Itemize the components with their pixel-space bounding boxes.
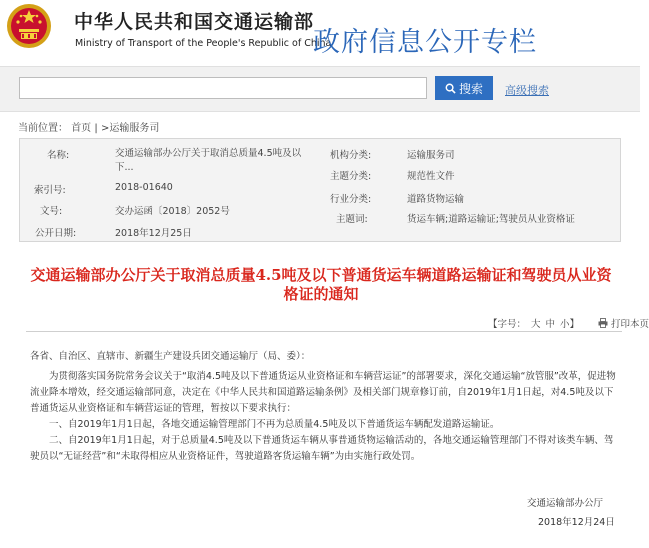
- site-header: [0, 0, 640, 66]
- print-button[interactable]: [598, 316, 649, 330]
- font-small-button[interactable]: 小: [560, 319, 570, 330]
- search-button-label: 搜索: [458, 81, 483, 96]
- industry-label: 行业分类:: [330, 194, 372, 205]
- font-size-control: [488, 316, 579, 330]
- breadcrumb-home-link[interactable]: 首页: [71, 123, 92, 134]
- paragraph-3: 二、自2019年1月1日起，对于总质量4.5吨及以下普通货运车辆从事普通货物运输活动的，各地交通运输管理部门不得对该类车辆、驾驶员以“无证经营”和“未取得相应从业资格证件，驾驶道路客货运输车辆”为由实施行政处罚。: [30, 435, 614, 462]
- docno-value: 交办运函〔2018〕2052号: [115, 206, 230, 217]
- org-value: 运输服务司: [407, 150, 455, 161]
- index-value: 2018-01640: [115, 182, 173, 193]
- ministry-name-en: Ministry of Transport of the People's Republic of China: [75, 38, 332, 49]
- printer-icon: [598, 318, 608, 328]
- search-button[interactable]: [435, 76, 493, 100]
- industry-value: 道路货物运输: [407, 194, 465, 205]
- addressee: 各省、自治区、直辖市、新疆生产建设兵团交通运输厅（局、委）：: [30, 351, 311, 362]
- advanced-search-link[interactable]: 高级搜索: [505, 84, 549, 97]
- font-medium-button[interactable]: 中: [545, 319, 556, 330]
- portal-title: 政府信息公开专栏: [313, 27, 537, 58]
- document-title: 交通运输部办公厅关于取消总质量4.5吨及以下普通货运车辆道路运输证和驾驶员从业资格证的通知: [30, 266, 612, 303]
- breadcrumb-separator: |: [94, 123, 98, 134]
- paragraph-2: 一、自2019年1月1日起，各地交通运输管理部门不再为总质量4.5吨及以下普通货运车辆配发道路运输证。: [49, 419, 500, 430]
- signature-org: 交通运输部办公厅: [527, 498, 604, 509]
- name-label: 名称:: [47, 150, 70, 161]
- breadcrumb: [18, 119, 159, 134]
- font-size-end: 】: [569, 319, 580, 330]
- name-value: 交通运输部办公厅关于取消总质量4.5吨及以下...: [115, 148, 302, 173]
- keywords-label: 主题词:: [336, 214, 368, 225]
- document-toolbar: [26, 312, 649, 332]
- font-large-button[interactable]: 大: [531, 319, 541, 330]
- search-input[interactable]: [19, 77, 427, 99]
- ministry-name-cn: 中华人民共和国交通运输部: [74, 11, 315, 33]
- breadcrumb-prefix: 当前位置：: [18, 123, 68, 134]
- document-metadata: [19, 138, 621, 242]
- topic-label: 主题分类:: [330, 171, 372, 182]
- index-label: 索引号:: [34, 185, 66, 196]
- org-label: 机构分类:: [330, 150, 372, 161]
- docno-label: 文号:: [40, 206, 63, 217]
- national-emblem-icon: [5, 2, 53, 50]
- paragraph-1: 为贯彻落实国务院常务会议关于“取消4.5吨及以下普通货运从业资格证和车辆营运证”的部署要求，深化交通运输“放管服”改革，促进物流业降本增效，经交通运输部同意，决定在《中华人民共和国道路运输条例》及相关部门规章修订前，自2019年1月1日起，对4.5吨及以下普通货运从业资格证和车辆营运证的管理，暂按以下要求执行：: [30, 371, 616, 414]
- topic-value: 规范性文件: [407, 171, 455, 182]
- keywords-value: 货运车辆;道路运输证;驾驶员从业资格证: [407, 214, 575, 225]
- pubdate-label: 公开日期:: [35, 228, 77, 239]
- search-bar: [0, 66, 640, 112]
- document-body: [30, 349, 618, 465]
- search-icon: [445, 83, 456, 94]
- pubdate-value: 2018年12月25日: [115, 228, 192, 239]
- font-size-label: 【字号：: [488, 319, 527, 330]
- breadcrumb-section-link[interactable]: >运输服务司: [100, 123, 160, 134]
- print-label: 打印本页: [611, 319, 649, 330]
- signature-date: 2018年12月24日: [538, 517, 615, 528]
